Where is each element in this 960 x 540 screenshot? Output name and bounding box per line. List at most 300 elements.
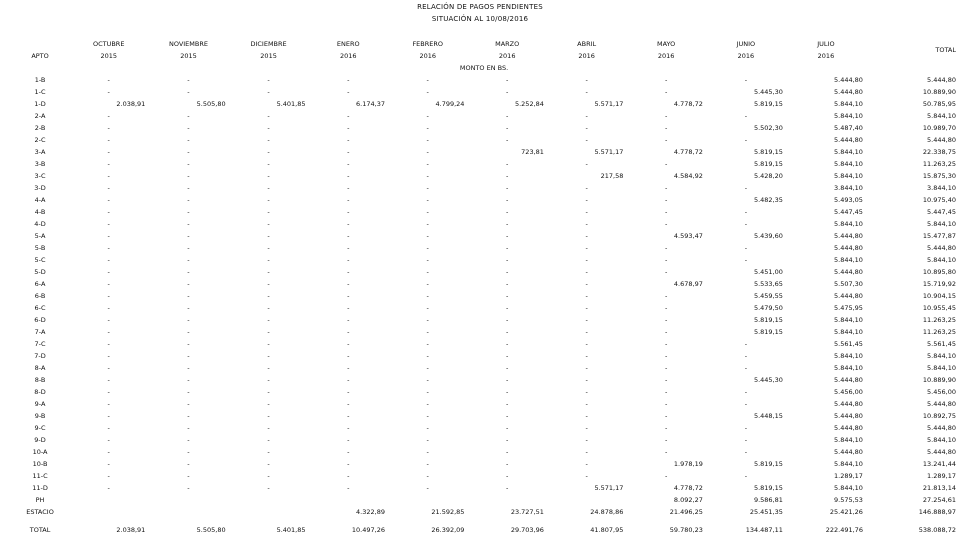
amount-cell: 5.428,20 xyxy=(753,172,783,180)
amount-cell: - xyxy=(664,268,668,276)
apto-cell: 9-C xyxy=(34,424,46,432)
row-total-cell: 5.844,10 xyxy=(927,364,956,372)
row-total-cell: 15.477,87 xyxy=(922,232,956,240)
apto-cell: 2-B xyxy=(34,124,46,132)
amount-cell: - xyxy=(585,340,588,348)
amount-cell: - xyxy=(744,220,748,228)
amount-cell: 5.444,80 xyxy=(834,412,863,420)
amount-cell: 5.844,10 xyxy=(834,100,863,108)
total-cell: 59.780,23 xyxy=(669,526,703,534)
amount-cell: - xyxy=(426,400,429,408)
amount-cell: 5.844,10 xyxy=(834,352,863,360)
row-total-cell: 10.989,70 xyxy=(922,124,956,132)
row-total-cell: 5.444,80 xyxy=(927,424,956,432)
apto-cell: 1-B xyxy=(34,76,46,84)
amount-cell: - xyxy=(426,244,429,252)
row-total-cell: 22.338,75 xyxy=(922,148,956,156)
amount-cell: - xyxy=(187,268,190,276)
row-total-cell: 10.975,40 xyxy=(922,196,956,204)
amount-cell: - xyxy=(426,316,429,324)
amount-cell: - xyxy=(585,436,588,444)
total-cell: 222.491,76 xyxy=(825,526,863,534)
table-row xyxy=(8,374,960,386)
amount-cell: - xyxy=(267,412,270,420)
amount-cell: - xyxy=(664,292,668,300)
amount-cell xyxy=(232,494,312,506)
table-row xyxy=(8,266,960,278)
amount-cell: - xyxy=(187,340,190,348)
table-row xyxy=(8,98,960,110)
amount-cell: - xyxy=(187,136,190,144)
amount-cell: - xyxy=(347,472,350,480)
amount-cell: - xyxy=(187,208,190,216)
amount-cell: - xyxy=(744,184,748,192)
amount-cell: - xyxy=(506,304,509,312)
column-header-month: MAYO xyxy=(656,40,676,48)
payments-table xyxy=(8,38,960,536)
amount-cell: - xyxy=(187,172,190,180)
amount-cell: 5.561,45 xyxy=(834,340,863,348)
amount-cell: - xyxy=(347,88,350,96)
amount-cell: - xyxy=(506,376,509,384)
table-row xyxy=(8,74,960,86)
amount-cell: - xyxy=(107,328,110,336)
apto-cell: 4-D xyxy=(34,220,46,228)
amount-cell: - xyxy=(187,232,190,240)
amount-cell: 5.819,15 xyxy=(753,328,783,336)
amount-cell: 5.844,10 xyxy=(834,364,863,372)
column-header-month: OCTUBRE xyxy=(92,40,125,48)
amount-cell: 5.844,10 xyxy=(834,220,863,228)
total-row xyxy=(8,518,960,536)
total-cell: 41.807,95 xyxy=(590,526,624,534)
amount-cell: - xyxy=(107,196,110,204)
amount-cell: - xyxy=(506,400,509,408)
amount-cell: - xyxy=(585,292,588,300)
amount-cell: 5.819,15 xyxy=(753,316,783,324)
amount-cell: 4.678,97 xyxy=(673,280,703,288)
amount-cell: 21.496,25 xyxy=(669,508,703,516)
amount-cell: - xyxy=(267,148,270,156)
amount-cell: - xyxy=(347,124,350,132)
amount-cell xyxy=(391,494,470,506)
total-cell: 134.487,11 xyxy=(745,526,783,534)
amount-cell xyxy=(470,494,549,506)
amount-cell: - xyxy=(585,400,588,408)
amount-cell: - xyxy=(744,400,748,408)
amount-cell: - xyxy=(744,352,748,360)
column-header-year: 2016 xyxy=(419,52,436,60)
apto-cell: 10-A xyxy=(32,448,48,456)
amount-cell: - xyxy=(585,328,588,336)
amount-cell: - xyxy=(267,400,270,408)
amount-cell: - xyxy=(426,304,429,312)
column-header-year: 2015 xyxy=(100,52,117,60)
amount-cell: - xyxy=(506,172,509,180)
amount-cell: - xyxy=(426,148,429,156)
amount-cell: - xyxy=(664,112,668,120)
amount-cell: - xyxy=(585,244,588,252)
amount-cell: - xyxy=(187,76,190,84)
amount-cell: - xyxy=(506,280,509,288)
amount-cell: - xyxy=(267,256,270,264)
amount-cell: - xyxy=(585,388,588,396)
amount-cell: - xyxy=(267,172,270,180)
table-row xyxy=(8,146,960,158)
amount-cell: - xyxy=(187,400,190,408)
total-row-label: TOTAL xyxy=(29,526,51,534)
amount-cell: - xyxy=(347,196,350,204)
amount-cell: 25.451,35 xyxy=(749,508,783,516)
header-month-row xyxy=(8,38,960,50)
amount-cell: - xyxy=(107,292,110,300)
amount-cell: - xyxy=(267,340,270,348)
apto-cell: 5-C xyxy=(34,256,46,264)
column-header-month: DICIEMBRE xyxy=(250,40,287,48)
amount-cell: - xyxy=(107,160,110,168)
amount-cell: - xyxy=(347,316,350,324)
amount-cell: - xyxy=(744,340,748,348)
amount-cell: - xyxy=(664,220,668,228)
amount-cell: 4.584,92 xyxy=(673,172,703,180)
amount-cell: - xyxy=(267,352,270,360)
row-total-cell: 10.889,90 xyxy=(922,88,956,96)
column-header-month: FEBRERO xyxy=(412,40,443,48)
amount-cell: - xyxy=(506,136,509,144)
amount-cell xyxy=(550,494,629,506)
column-header-month: MARZO xyxy=(495,40,520,48)
amount-cell: - xyxy=(267,328,270,336)
amount-cell: - xyxy=(107,364,110,372)
table-row xyxy=(8,182,960,194)
grand-total-cell: 538.088,72 xyxy=(918,526,956,534)
amount-cell: - xyxy=(347,436,350,444)
amount-cell: - xyxy=(426,112,429,120)
amount-cell: - xyxy=(506,124,509,132)
table-row xyxy=(8,386,960,398)
amount-cell: 5.475,95 xyxy=(834,304,863,312)
amount-cell: - xyxy=(506,424,509,432)
amount-cell: 1.289,17 xyxy=(834,472,863,480)
amount-cell: - xyxy=(107,172,110,180)
amount-cell: 4.778,72 xyxy=(673,148,703,156)
amount-cell: - xyxy=(187,196,190,204)
amount-cell: - xyxy=(585,208,588,216)
amount-cell: 5.252,84 xyxy=(514,100,544,108)
amount-cell: - xyxy=(744,208,748,216)
amount-cell: - xyxy=(107,256,110,264)
amount-cell: - xyxy=(744,112,748,120)
amount-cell: - xyxy=(664,124,668,132)
amount-cell: - xyxy=(426,268,429,276)
amount-cell: - xyxy=(426,328,429,336)
table-row xyxy=(8,398,960,410)
apto-cell: 3-A xyxy=(34,148,46,156)
amount-cell: - xyxy=(187,256,190,264)
amount-cell: 217,58 xyxy=(600,172,624,180)
column-header-year: 2016 xyxy=(578,52,595,60)
amount-cell: 23.727,51 xyxy=(510,508,544,516)
amount-cell: - xyxy=(664,376,668,384)
amount-cell: - xyxy=(107,136,110,144)
amount-cell: - xyxy=(347,412,350,420)
amount-cell: - xyxy=(506,220,509,228)
amount-cell: - xyxy=(426,256,429,264)
amount-cell: - xyxy=(585,412,588,420)
amount-cell: - xyxy=(347,448,350,456)
amount-cell: - xyxy=(347,304,350,312)
amount-cell: - xyxy=(347,232,350,240)
amount-cell: - xyxy=(664,472,668,480)
row-total-cell: 13.241,44 xyxy=(922,460,956,468)
table-row xyxy=(8,122,960,134)
apto-cell: 8-D xyxy=(34,388,46,396)
table-row xyxy=(8,218,960,230)
amount-cell: 5.533,65 xyxy=(753,280,783,288)
row-total-cell: 11.263,25 xyxy=(922,328,956,336)
row-total-cell: 11.263,25 xyxy=(922,160,956,168)
table-row xyxy=(8,434,960,446)
table-row xyxy=(8,362,960,374)
amount-cell: - xyxy=(267,268,270,276)
total-cell: 5.505,80 xyxy=(196,526,226,534)
apto-cell: 4-A xyxy=(34,196,46,204)
table-row xyxy=(8,206,960,218)
amount-cell: - xyxy=(506,364,509,372)
amount-cell: - xyxy=(585,88,588,96)
table-row xyxy=(8,446,960,458)
amount-cell: - xyxy=(347,460,350,468)
amount-cell: - xyxy=(426,136,429,144)
table-row xyxy=(8,326,960,338)
amount-cell: - xyxy=(664,448,668,456)
amount-cell: - xyxy=(664,340,668,348)
row-total-cell: 21.813,14 xyxy=(922,484,956,492)
apto-cell: 4-B xyxy=(34,208,46,216)
amount-cell: - xyxy=(426,340,429,348)
amount-cell: 5.844,10 xyxy=(834,436,863,444)
amount-cell: 5.819,15 xyxy=(753,160,783,168)
amount-cell: - xyxy=(744,388,748,396)
amount-cell: - xyxy=(664,412,668,420)
amount-cell: 5.844,10 xyxy=(834,484,863,492)
table-row xyxy=(8,230,960,242)
row-total-cell: 15.875,30 xyxy=(922,172,956,180)
amount-cell: - xyxy=(426,172,429,180)
apto-cell: PH xyxy=(35,496,45,504)
amount-cell: - xyxy=(107,436,110,444)
amount-cell: - xyxy=(187,124,190,132)
table-row xyxy=(8,506,960,518)
amount-cell: - xyxy=(664,304,668,312)
amount-cell: 4.322,89 xyxy=(356,508,385,516)
amount-cell: - xyxy=(426,232,429,240)
amount-cell: - xyxy=(664,364,668,372)
amount-cell: - xyxy=(664,136,668,144)
amount-cell xyxy=(312,494,391,506)
amount-cell: 1.978,19 xyxy=(673,460,703,468)
amount-cell: - xyxy=(506,388,509,396)
apto-cell: 6-D xyxy=(34,316,46,324)
total-cell: 10.497,26 xyxy=(351,526,385,534)
row-total-cell: 10.892,75 xyxy=(922,412,956,420)
amount-cell: 5.445,30 xyxy=(753,88,783,96)
row-total-cell: 5.444,80 xyxy=(927,76,956,84)
amount-cell: - xyxy=(347,184,350,192)
amount-cell: - xyxy=(585,304,588,312)
apto-cell: 2-A xyxy=(34,112,46,120)
amount-cell: - xyxy=(426,424,429,432)
amount-cell: 5.439,60 xyxy=(753,232,783,240)
apto-cell: 5-B xyxy=(34,244,46,252)
amount-cell: - xyxy=(426,412,429,420)
amount-cell: - xyxy=(426,280,429,288)
amount-cell: - xyxy=(107,412,110,420)
apto-cell: 2-C xyxy=(34,136,46,144)
amount-cell: - xyxy=(187,484,190,492)
amount-cell: 5.456,00 xyxy=(834,388,863,396)
amount-cell: - xyxy=(347,172,350,180)
table-row xyxy=(8,410,960,422)
amount-cell: - xyxy=(426,436,429,444)
amount-cell: - xyxy=(506,160,509,168)
amount-cell: - xyxy=(506,76,509,84)
apto-cell: 9-A xyxy=(34,400,46,408)
amount-cell: - xyxy=(664,76,668,84)
total-cell: 5.401,85 xyxy=(276,526,306,534)
amount-cell: - xyxy=(267,484,270,492)
amount-cell: 5.444,80 xyxy=(834,232,863,240)
amount-cell: - xyxy=(506,88,509,96)
amount-cell: 5.571,17 xyxy=(594,484,624,492)
total-cell: 2.038,91 xyxy=(116,526,146,534)
amount-cell: 5.447,45 xyxy=(834,208,863,216)
apto-cell: 5-D xyxy=(34,268,46,276)
row-total-cell: 10.895,80 xyxy=(922,268,956,276)
amount-cell: - xyxy=(506,184,509,192)
amount-cell: 9.586,81 xyxy=(753,496,783,504)
amount-cell: - xyxy=(347,388,350,396)
amount-cell: - xyxy=(506,256,509,264)
amount-cell: 5.479,50 xyxy=(753,304,783,312)
amount-cell: - xyxy=(347,244,350,252)
amount-cell: - xyxy=(426,196,429,204)
amount-cell: - xyxy=(664,352,668,360)
amount-cell: 5.571,17 xyxy=(594,100,624,108)
amount-cell: - xyxy=(187,376,190,384)
row-total-cell: 50.785,95 xyxy=(922,100,956,108)
amount-cell: - xyxy=(187,424,190,432)
table-row xyxy=(8,278,960,290)
table-row xyxy=(8,494,960,506)
amount-cell: - xyxy=(187,448,190,456)
amount-cell: - xyxy=(107,124,110,132)
amount-cell: - xyxy=(267,112,270,120)
amount-cell: - xyxy=(426,220,429,228)
row-total-cell: 5.444,80 xyxy=(927,448,956,456)
column-header-month: ENERO xyxy=(336,40,360,48)
amount-cell: - xyxy=(744,424,748,432)
amount-cell: - xyxy=(426,124,429,132)
table-row xyxy=(8,86,960,98)
amount-cell: 5.844,10 xyxy=(834,316,863,324)
amount-cell: 8.092,27 xyxy=(673,496,703,504)
amount-cell: - xyxy=(187,364,190,372)
column-header-year: 2016 xyxy=(339,52,357,60)
amount-cell: - xyxy=(506,316,509,324)
amount-cell: 2.038,91 xyxy=(116,100,146,108)
amount-cell: - xyxy=(267,88,270,96)
amount-cell: - xyxy=(506,484,509,492)
amount-cell: - xyxy=(744,448,748,456)
amount-cell: - xyxy=(426,184,429,192)
amount-cell: 5.448,15 xyxy=(753,412,783,420)
apto-cell: 7-C xyxy=(34,340,46,348)
amount-cell: - xyxy=(347,256,350,264)
amount-cell: - xyxy=(107,280,110,288)
apto-cell: 10-B xyxy=(32,460,48,468)
amount-cell: - xyxy=(107,268,110,276)
apto-cell: ESTACIO xyxy=(26,508,54,516)
amount-cell: - xyxy=(347,280,350,288)
amount-cell: - xyxy=(107,448,110,456)
column-header-month: ABRIL xyxy=(577,40,597,48)
amount-cell: - xyxy=(107,424,110,432)
amount-cell: - xyxy=(107,220,110,228)
amount-cell: 24.878,86 xyxy=(590,508,624,516)
amount-cell: - xyxy=(187,388,190,396)
table-row xyxy=(8,158,960,170)
table-row xyxy=(8,170,960,182)
amount-cell: - xyxy=(426,76,429,84)
amount-cell: - xyxy=(585,424,588,432)
amount-cell: - xyxy=(347,76,350,84)
amount-cell: - xyxy=(426,160,429,168)
apto-cell: 9-B xyxy=(34,412,46,420)
amount-cell: - xyxy=(187,412,190,420)
amount-cell: - xyxy=(506,460,509,468)
amount-cell: 5.444,80 xyxy=(834,424,863,432)
amount-cell: 5.445,30 xyxy=(753,376,783,384)
amount-cell: - xyxy=(426,292,429,300)
amount-cell: - xyxy=(585,268,588,276)
amount-cell: - xyxy=(744,244,748,252)
row-total-cell: 27.254,61 xyxy=(922,496,956,504)
amount-cell: - xyxy=(267,424,270,432)
apto-cell: 7-A xyxy=(34,328,46,336)
amount-cell: - xyxy=(585,364,588,372)
table-row xyxy=(8,458,960,470)
apto-cell: 9-D xyxy=(34,436,46,444)
amount-cell: - xyxy=(426,484,429,492)
amount-cell: 4.778,72 xyxy=(673,100,703,108)
amount-cell: - xyxy=(585,160,588,168)
row-total-cell: 5.844,10 xyxy=(927,436,956,444)
amount-cell: - xyxy=(187,460,190,468)
amount-cell: - xyxy=(187,304,190,312)
apto-cell: 8-A xyxy=(34,364,46,372)
amount-cell: - xyxy=(585,112,588,120)
amount-cell: - xyxy=(267,136,270,144)
amount-cell: - xyxy=(585,316,588,324)
amount-cell: 5.844,10 xyxy=(834,160,863,168)
amount-cell: - xyxy=(107,388,110,396)
amount-cell: - xyxy=(506,328,509,336)
amount-cell xyxy=(151,506,231,518)
amount-cell: - xyxy=(187,112,190,120)
amount-cell: 5.819,15 xyxy=(753,484,783,492)
amount-cell: - xyxy=(107,316,110,324)
